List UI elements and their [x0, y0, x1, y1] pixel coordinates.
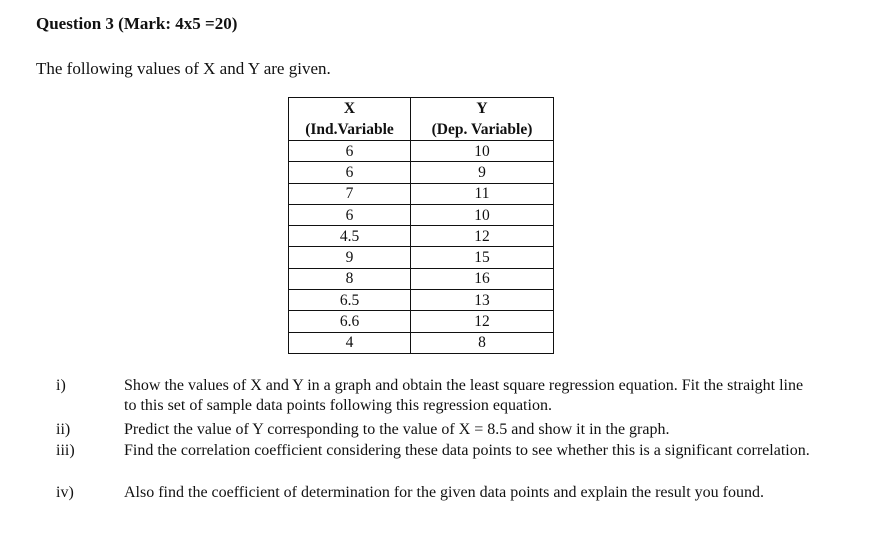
cell-x: 4	[289, 332, 411, 353]
intro-text: The following values of X and Y are given.	[36, 59, 331, 78]
header-x-sub: (Ind.Variable	[289, 119, 411, 141]
header-x: X	[289, 98, 411, 120]
cell-x: 6	[289, 141, 411, 162]
question-text: Predict the value of Y corresponding to the value of X = 8.5 and show it in the graph.	[124, 421, 670, 438]
cell-x: 6	[289, 162, 411, 183]
cell-x: 7	[289, 183, 411, 204]
cell-x: 6.5	[289, 290, 411, 311]
cell-y: 11	[411, 183, 554, 204]
question-number: ii)	[56, 421, 71, 438]
cell-y: 15	[411, 247, 554, 268]
cell-y: 16	[411, 268, 554, 289]
cell-y: 10	[411, 204, 554, 225]
question-text: Show the values of X and Y in a graph and obtain the least square regression equation. Fit the straight line to this set of sample data points following this regression equation.	[124, 377, 804, 414]
cell-y: 9	[411, 162, 554, 183]
question-text: Find the correlation coefficient considering these data points to see whether this is a significant correlation.	[124, 442, 810, 459]
question-number: iv)	[56, 484, 74, 501]
cell-y: 12	[411, 311, 554, 332]
cell-y: 12	[411, 226, 554, 247]
question-number: iii)	[56, 442, 75, 459]
cell-x: 4.5	[289, 226, 411, 247]
cell-x: 8	[289, 268, 411, 289]
header-y-sub: (Dep. Variable)	[411, 119, 554, 141]
cell-x: 9	[289, 247, 411, 268]
cell-y: 13	[411, 290, 554, 311]
question-text: Also find the coefficient of determination for the given data points and explain the result you found.	[124, 484, 764, 501]
header-y: Y	[411, 98, 554, 120]
cell-y: 8	[411, 332, 554, 353]
question-number: i)	[56, 377, 66, 394]
cell-x: 6	[289, 204, 411, 225]
cell-x: 6.6	[289, 311, 411, 332]
question-heading: Question 3 (Mark: 4x5 =20)	[36, 14, 238, 33]
cell-y: 10	[411, 141, 554, 162]
